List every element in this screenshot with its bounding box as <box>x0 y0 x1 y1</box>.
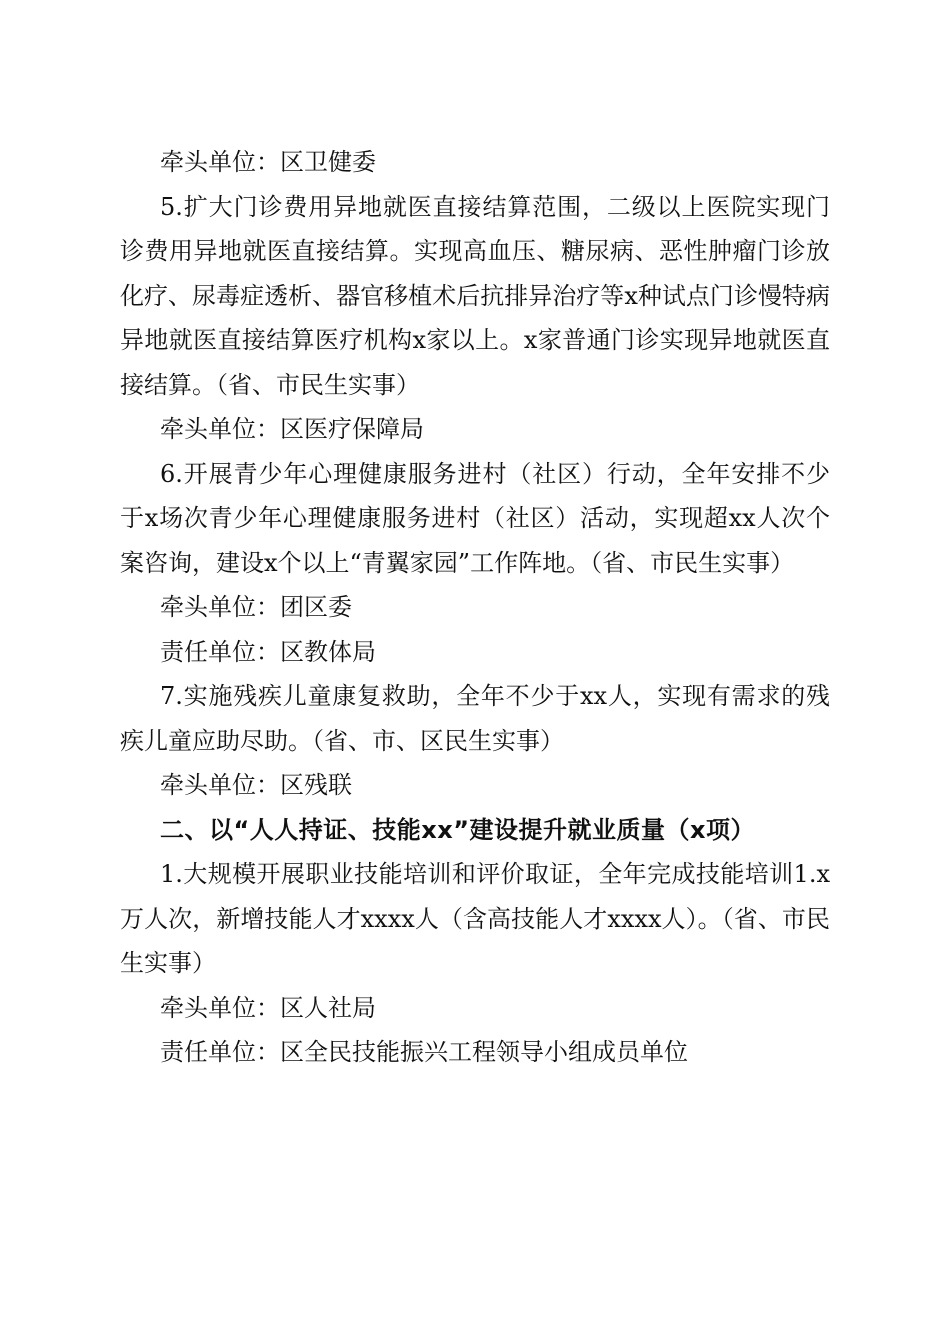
item-5-outpatient-settlement: 5.扩大门诊费用异地就医直接结算范围，二级以上医院实现门诊费用异地就医直接结算。实现高血压、糖尿病、恶性肿瘤门诊放化疗、尿毒症透析、器官移植术后抗排异治疗等x种试点门诊慢特病异地就医直接结算医疗机构x家以上。x家普通门诊实现异地就医直接结算。（省、市民生实事） <box>120 192 830 399</box>
lead-unit-hr-social-security: 牵头单位：区人社局 <box>160 993 376 1022</box>
lead-unit-health: 牵头单位：区卫健委 <box>160 148 376 176</box>
responsible-unit-skills-group: 责任单位：区全民技能振兴工程领导小组成员单位 <box>160 1038 688 1066</box>
item-6-youth-mental-health: 6.开展青少年心理健康服务进村（社区）行动，全年安排不少于x场次青少年心理健康服务进村（社区）活动，实现超xx人次个案咨询，建设x个以上“青翼家园”工作阵地。（省、市民生实事） <box>120 459 830 577</box>
document-body <box>120 140 830 1075</box>
item-1-skills-training: 1.大规模开展职业技能培训和评价取证，全年完成技能培训1.x万人次，新增技能人才xxxx人（含高技能人才xxxx人）。（省、市民生实事） <box>120 860 830 977</box>
lead-unit-medical-security: 牵头单位：区医疗保障局 <box>160 415 424 443</box>
lead-unit-youth-league: 牵头单位：团区委 <box>160 593 352 621</box>
item-7-disabled-children-rehab: 7.实施残疾儿童康复救助，全年不少于xx人，实现有需求的残疾儿童应助尽助。（省、市、区民生实事） <box>120 682 830 755</box>
lead-unit-disabled-federation: 牵头单位：区残联 <box>160 771 352 799</box>
responsible-unit-education: 责任单位：区教体局 <box>160 637 376 666</box>
section-heading-employment: 二、以“人人持证、技能xx”建设提升就业质量（x项） <box>160 815 755 844</box>
